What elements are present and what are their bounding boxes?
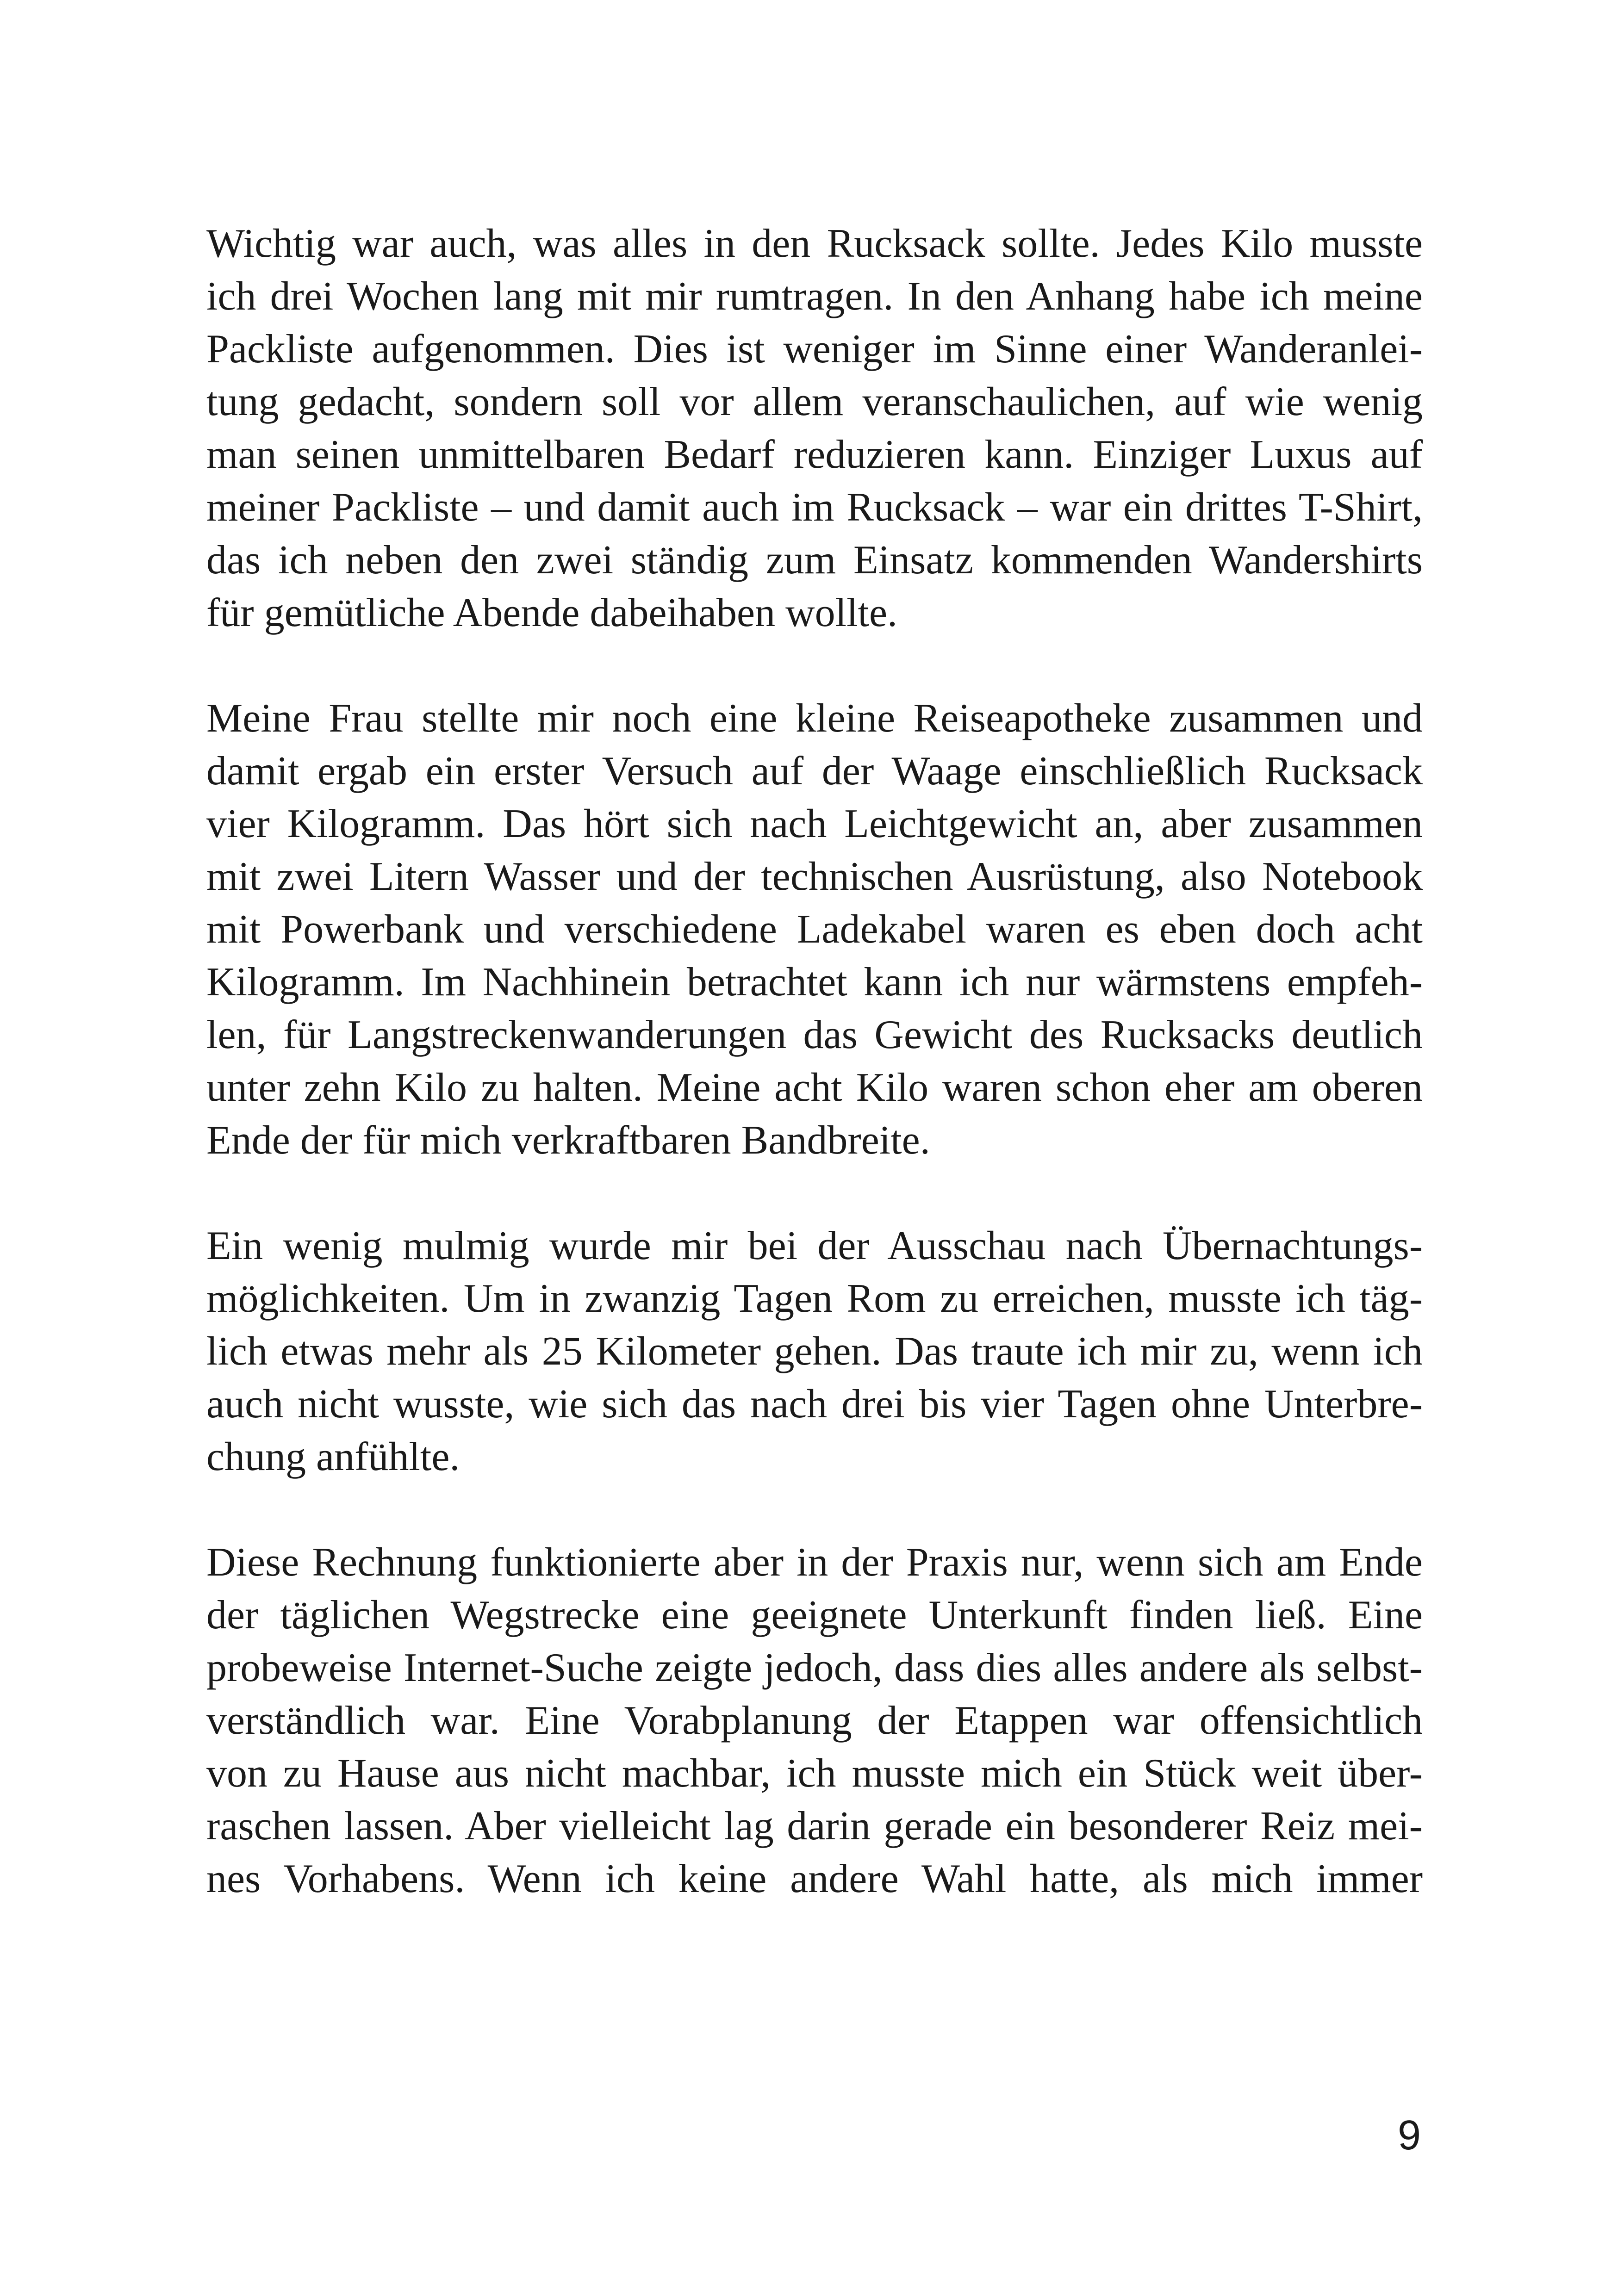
body-text	[206, 217, 1423, 1958]
text-line: man seinen unmittelbaren Bedarf reduzieren kann. Einziger Luxus auf	[206, 432, 1423, 477]
text-line: Kilogramm. Im Nachhinein betrachtet kann ich nur wärmstens empfeh-	[206, 960, 1423, 1005]
text-line: chung anfühlte.	[206, 1434, 460, 1479]
text-line: möglichkeiten. Um in zwanzig Tagen Rom zu erreichen, musste ich täg-	[206, 1276, 1423, 1321]
text-line: lich etwas mehr als 25 Kilometer gehen. Das traute ich mir zu, wenn ich	[206, 1329, 1423, 1374]
text-line: mit zwei Litern Wasser und der technischen Ausrüstung, also Notebook	[206, 854, 1423, 899]
text-line: Ende der für mich verkraftbaren Bandbreite.	[206, 1118, 930, 1163]
text-line: mit Powerbank und verschiedene Ladekabel waren es eben doch acht	[206, 907, 1423, 952]
text-line: auch nicht wusste, wie sich das nach drei bis vier Tagen ohne Unterbre-	[206, 1382, 1423, 1427]
paragraph	[206, 1536, 1423, 1905]
text-line: raschen lassen. Aber vielleicht lag darin gerade ein besonderer Reiz mei-	[206, 1804, 1423, 1849]
text-line: für gemütliche Abende dabeihaben wollte.	[206, 590, 898, 635]
text-line: das ich neben den zwei ständig zum Einsatz kommenden Wandershirts	[206, 538, 1423, 583]
text-line: vier Kilogramm. Das hört sich nach Leichtgewicht an, aber zusammen	[206, 801, 1423, 846]
text-line: Meine Frau stellte mir noch eine kleine Reiseapotheke zusammen und	[206, 696, 1423, 741]
paragraph	[206, 1220, 1423, 1483]
page-number: 9	[1397, 2112, 1421, 2159]
text-line: Wichtig war auch, was alles in den Rucksack sollte. Jedes Kilo musste	[206, 221, 1423, 266]
text-line: der täglichen Wegstrecke eine geeignete Unterkunft finden ließ. Eine	[206, 1593, 1423, 1638]
text-line: Packliste aufgenommen. Dies ist weniger im Sinne einer Wanderanlei-	[206, 327, 1423, 372]
text-line: ich drei Wochen lang mit mir rumtragen. In den Anhang habe ich meine	[206, 274, 1423, 319]
text-line: von zu Hause aus nicht machbar, ich musste mich ein Stück weit über-	[206, 1751, 1423, 1796]
text-line: Diese Rechnung funktionierte aber in der Praxis nur, wenn sich am Ende	[206, 1540, 1423, 1585]
text-line: len, für Langstreckenwanderungen das Gewicht des Rucksacks deutlich	[206, 1012, 1423, 1057]
text-line: probeweise Internet-Suche zeigte jedoch, dass dies alles andere als selbst-	[206, 1645, 1423, 1690]
paragraph	[206, 217, 1423, 639]
text-line: unter zehn Kilo zu halten. Meine acht Kilo waren schon eher am oberen	[206, 1065, 1423, 1110]
text-line: verständlich war. Eine Vorabplanung der Etappen war offensichtlich	[206, 1698, 1423, 1743]
text-line: tung gedacht, sondern soll vor allem veranschaulichen, auf wie wenig	[206, 379, 1423, 424]
text-line: meiner Packliste – und damit auch im Rucksack – war ein drittes T-Shirt,	[206, 485, 1423, 530]
text-line: Ein wenig mulmig wurde mir bei der Ausschau nach Übernachtungs-	[206, 1223, 1423, 1268]
text-line: damit ergab ein erster Versuch auf der Waage einschließlich Rucksack	[206, 749, 1423, 794]
paragraph	[206, 692, 1423, 1167]
text-line: nes Vorhabens. Wenn ich keine andere Wahl hatte, als mich immer	[206, 1856, 1423, 1901]
